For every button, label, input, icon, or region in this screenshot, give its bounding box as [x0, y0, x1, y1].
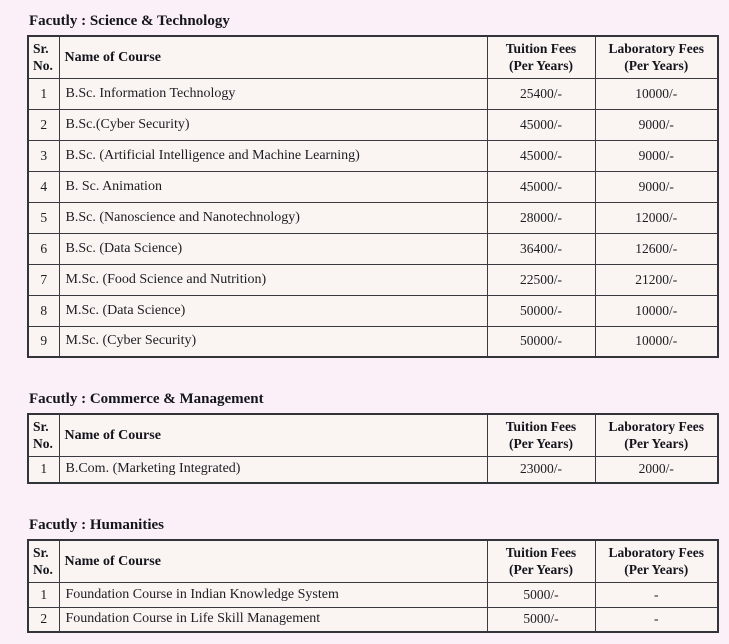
- section-title: Facutly : Commerce & Management: [29, 391, 264, 407]
- cell-tuition: 50000/-: [487, 295, 595, 326]
- table-row: [28, 456, 718, 483]
- section-science-technology: [27, 12, 717, 358]
- cell-course: B.Com. (Marketing Integrated): [59, 456, 487, 483]
- cell-tuition: 5000/-: [487, 607, 595, 632]
- table-row: [28, 295, 718, 326]
- cell-lab: 10000/-: [595, 78, 718, 109]
- cell-course: B.Sc. (Data Science): [59, 233, 487, 264]
- cell-lab: 2000/-: [595, 456, 718, 483]
- cell-course: B.Sc. (Nanoscience and Nanotechnology): [59, 202, 487, 233]
- table-row: [28, 202, 718, 233]
- table-row: [28, 78, 718, 109]
- cell-course: Foundation Course in Life Skill Management: [59, 607, 487, 632]
- cell-lab: 9000/-: [595, 171, 718, 202]
- cell-sr: 9: [28, 326, 59, 357]
- header-row: [28, 540, 718, 582]
- table-row: [28, 233, 718, 264]
- fees-table-science-technology: [27, 35, 719, 358]
- section-title: Facutly : Science & Technology: [29, 13, 230, 29]
- col-header-sr-no: Sr. No.: [28, 414, 59, 456]
- cell-sr: 1: [28, 582, 59, 607]
- cell-sr: 1: [28, 78, 59, 109]
- col-header-course: Name of Course: [59, 414, 487, 456]
- table-row: [28, 171, 718, 202]
- cell-tuition: 45000/-: [487, 109, 595, 140]
- cell-sr: 2: [28, 109, 59, 140]
- cell-tuition: 45000/-: [487, 171, 595, 202]
- cell-lab: 9000/-: [595, 109, 718, 140]
- cell-course: M.Sc. (Food Science and Nutrition): [59, 264, 487, 295]
- cell-course: M.Sc. (Cyber Security): [59, 326, 487, 357]
- cell-sr: 5: [28, 202, 59, 233]
- cell-sr: 8: [28, 295, 59, 326]
- header-row: [28, 36, 718, 78]
- table-row: [28, 607, 718, 632]
- col-header-course: Name of Course: [59, 540, 487, 582]
- cell-sr: 2: [28, 607, 59, 632]
- col-header-tuition-fees: Tuition Fees (Per Years): [487, 540, 595, 582]
- table-row: [28, 326, 718, 357]
- cell-lab: -: [595, 582, 718, 607]
- cell-tuition: 45000/-: [487, 140, 595, 171]
- col-header-sr-no: Sr. No.: [28, 36, 59, 78]
- section-commerce-management: [27, 390, 717, 484]
- col-header-course: Name of Course: [59, 36, 487, 78]
- table-row: [28, 140, 718, 171]
- col-header-laboratory-fees: Laboratory Fees (Per Years): [595, 540, 718, 582]
- header-row: [28, 414, 718, 456]
- cell-course: Foundation Course in Indian Knowledge System: [59, 582, 487, 607]
- cell-sr: 1: [28, 456, 59, 483]
- cell-lab: 10000/-: [595, 326, 718, 357]
- cell-sr: 7: [28, 264, 59, 295]
- cell-tuition: 23000/-: [487, 456, 595, 483]
- col-header-laboratory-fees: Laboratory Fees (Per Years): [595, 414, 718, 456]
- cell-sr: 6: [28, 233, 59, 264]
- cell-course: B.Sc. Information Technology: [59, 78, 487, 109]
- col-header-tuition-fees: Tuition Fees (Per Years): [487, 36, 595, 78]
- cell-lab: 12000/-: [595, 202, 718, 233]
- cell-tuition: 50000/-: [487, 326, 595, 357]
- cell-sr: 4: [28, 171, 59, 202]
- cell-lab: 21200/-: [595, 264, 718, 295]
- col-header-laboratory-fees: Laboratory Fees (Per Years): [595, 36, 718, 78]
- table-row: [28, 264, 718, 295]
- fees-table-commerce-management: [27, 413, 719, 484]
- cell-tuition: 22500/-: [487, 264, 595, 295]
- cell-tuition: 28000/-: [487, 202, 595, 233]
- cell-lab: 12600/-: [595, 233, 718, 264]
- col-header-sr-no: Sr. No.: [28, 540, 59, 582]
- cell-course: B.Sc.(Cyber Security): [59, 109, 487, 140]
- cell-course: B. Sc. Animation: [59, 171, 487, 202]
- cell-tuition: 25400/-: [487, 78, 595, 109]
- cell-course: B.Sc. (Artificial Intelligence and Machine Learning): [59, 140, 487, 171]
- col-header-tuition-fees: Tuition Fees (Per Years): [487, 414, 595, 456]
- fees-table-humanities: [27, 539, 719, 633]
- cell-lab: 9000/-: [595, 140, 718, 171]
- cell-lab: 10000/-: [595, 295, 718, 326]
- section-humanities: [27, 516, 717, 633]
- cell-course: M.Sc. (Data Science): [59, 295, 487, 326]
- table-row: [28, 582, 718, 607]
- section-title: Facutly : Humanities: [29, 517, 164, 533]
- cell-sr: 3: [28, 140, 59, 171]
- table-row: [28, 109, 718, 140]
- cell-tuition: 36400/-: [487, 233, 595, 264]
- cell-lab: -: [595, 607, 718, 632]
- cell-tuition: 5000/-: [487, 582, 595, 607]
